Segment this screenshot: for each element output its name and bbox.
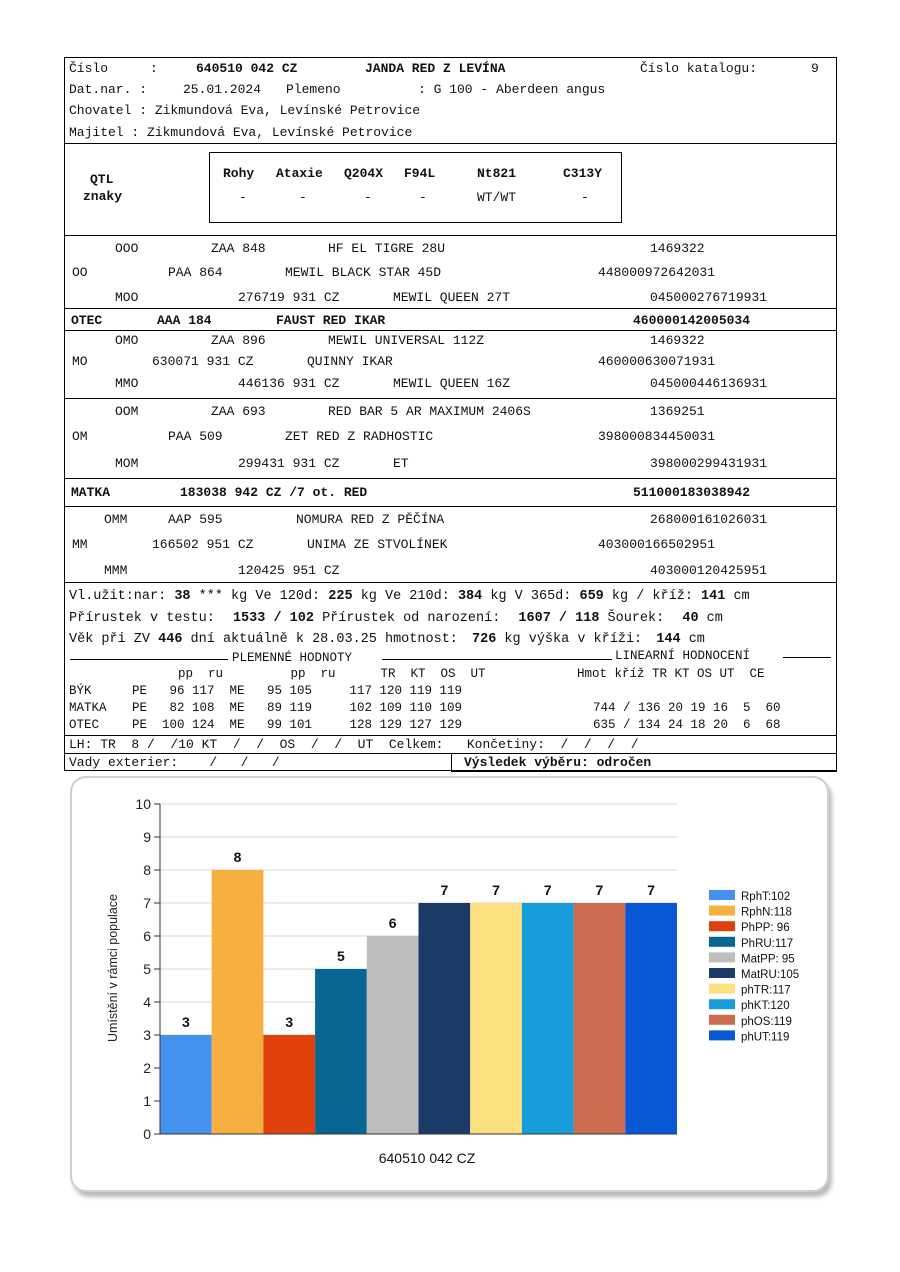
bar-MatRU: [419, 903, 471, 1134]
ped-mo-reg: 630071 931 CZ: [152, 354, 254, 369]
bar-MatPP: [367, 936, 419, 1134]
bar-value-label: 7: [440, 882, 449, 898]
ped-moo-code: MOO: [115, 290, 139, 305]
ped-omo-name: MEWIL UNIVERSAL 112Z: [328, 333, 485, 348]
perf-text: kg Ve 210d:: [360, 589, 450, 604]
qtl-val-q204x: -: [364, 190, 372, 205]
ped-mm-code: MM: [72, 537, 88, 552]
ped-ooo-name: HF EL TIGRE 28U: [328, 241, 446, 256]
majitel-line: Majitel : Zikmundová Eva, Levínské Petrovice: [69, 125, 413, 140]
ped-mmm-id: 403000120425951: [650, 563, 768, 578]
ped-om-id: 398000834450031: [598, 429, 716, 444]
datnar-value: 25.01.2024: [183, 82, 262, 97]
ped-omm-name: NOMURA RED Z PĚČÍNA: [296, 512, 445, 527]
plemenne-hodnoty-title: PLEMENNÉ HODNOTY: [232, 651, 353, 665]
ped-omo-id: 1469322: [650, 333, 705, 348]
legend-swatch: [709, 937, 735, 947]
legend-entry: PhPP: 96: [741, 922, 790, 935]
qtl-col-ataxie: Ataxie: [276, 166, 323, 181]
ped-mom-code: MOM: [115, 456, 139, 471]
chovatel-line: Chovatel : Zikmundová Eva, Levínské Petrovice: [69, 103, 421, 118]
perf-text: kg výška v kříži:: [504, 632, 643, 647]
qtl-val-rohy: -: [239, 190, 247, 205]
breeding-header-left: pp ru pp ru TR KT OS UT: [178, 667, 486, 681]
bar-PhRU: [315, 969, 367, 1134]
plemeno-value: : G 100 - Aberdeen angus: [418, 82, 606, 97]
ped-mmm-code: MMM: [104, 563, 128, 578]
legend-entry: phUT:119: [741, 1031, 790, 1044]
legend-entry: MatRU:105: [741, 969, 800, 981]
perf-text: cm: [733, 589, 750, 604]
qtl-val-f94l: -: [419, 190, 427, 205]
ped-oom-code: OOM: [115, 404, 139, 419]
bar-phKT: [522, 903, 574, 1134]
ped-mom-reg: 299431 931 CZ: [238, 456, 340, 471]
perf-value: 40: [682, 611, 699, 626]
ped-mo-id: 460000630071931: [598, 354, 716, 369]
ped-mmo-id: 045000446136931: [650, 376, 768, 391]
ped-mom-id: 398000299431931: [650, 456, 768, 471]
x-axis-label: 640510 042 CZ: [378, 1150, 476, 1166]
legend-entry: PhRU:117: [741, 937, 794, 950]
ped-mo-name: QUINNY IKAR: [307, 354, 393, 369]
y-tick-label: 7: [143, 895, 151, 911]
bar-RphT: [160, 1035, 212, 1134]
ped-otec-name: FAUST RED IKAR: [276, 313, 386, 328]
bar-value-label: 6: [388, 915, 397, 931]
breeding-row-values: PE 82 108 ME 89 119 102 109 110 109: [132, 701, 463, 715]
qtl-col-nt821: Nt821: [477, 166, 517, 181]
qtl-val-nt821: WT/WT: [477, 190, 517, 205]
perf-text: cm: [688, 632, 705, 647]
ped-ooo-reg: ZAA 848: [211, 241, 266, 256]
datnar-label: Dat.nar. :: [69, 82, 148, 97]
bar-value-label: 7: [647, 882, 656, 898]
legend-swatch: [709, 999, 735, 1009]
qtl-col-q204x: Q204X: [344, 166, 384, 181]
ped-oo-code: OO: [72, 265, 88, 280]
ped-om-name: ZET RED Z RADHOSTIC: [285, 429, 434, 444]
legend-swatch: [709, 1015, 735, 1025]
lh-line: LH: TR 8 / /10 KT / / OS / / UT Celkem: Končetiny: / / / /: [69, 737, 639, 752]
vysledek-vyberu: Výsledek výběru: odročen: [464, 755, 652, 770]
ped-ooo-id: 1469322: [650, 241, 705, 256]
breeding-row-label: MATKA: [69, 701, 107, 715]
legend-swatch: [709, 968, 735, 978]
katalog-label: Číslo katalogu:: [640, 61, 758, 76]
ped-mmo-reg: 446136 931 CZ: [238, 376, 340, 391]
legend-swatch: [709, 890, 735, 900]
y-tick-label: 4: [143, 994, 151, 1010]
legend-entry: RphN:118: [741, 906, 792, 919]
y-tick-label: 10: [135, 796, 151, 812]
ped-mm-id: 403000166502951: [598, 537, 716, 552]
y-tick-label: 6: [143, 928, 151, 944]
qtl-val-ataxie: -: [299, 190, 307, 205]
linearni-hodnoceni-title: LINEARNÍ HODNOCENÍ: [615, 649, 751, 663]
perf-value: 1607 / 118: [518, 611, 600, 626]
bar-value-label: 7: [543, 882, 552, 898]
ped-otec-code: OTEC: [71, 313, 103, 328]
ped-oom-reg: ZAA 693: [211, 404, 266, 419]
y-tick-label: 1: [143, 1093, 151, 1109]
bar-value-label: 7: [595, 882, 604, 898]
legend-swatch: [709, 1030, 735, 1040]
y-axis-label: Umístění v rámci populace: [106, 894, 120, 1042]
perf-value: 726: [472, 632, 497, 647]
breeding-row-values: PE 96 117 ME 95 105 117 120 119 119: [132, 684, 463, 698]
ped-om-code: OM: [72, 429, 88, 444]
ped-mmm-reg: 120425 951 CZ: [238, 563, 340, 578]
perf-text: Šourek:: [607, 611, 665, 626]
legend-entry: phOS:119: [741, 1015, 792, 1028]
perf-value: 141: [701, 589, 726, 604]
ped-mo-code: MO: [72, 354, 88, 369]
ped-oom-name: RED BAR 5 AR MAXIMUM 2406S: [328, 404, 531, 419]
perf-text: Věk při ZV: [69, 632, 151, 647]
ped-mom-name: ET: [393, 456, 409, 471]
y-tick-label: 9: [143, 829, 151, 845]
qtl-col-rohy: Rohy: [223, 166, 255, 181]
y-tick-label: 0: [143, 1126, 151, 1142]
perf-value: 144: [656, 632, 681, 647]
bar-value-label: 8: [233, 849, 242, 865]
bar-value-label: 3: [285, 1014, 294, 1030]
legend-swatch: [709, 921, 735, 931]
ped-omo-code: OMO: [115, 333, 139, 348]
cislo-value: 640510 042 CZ: [196, 61, 298, 76]
qtl-val-c313y: -: [581, 190, 589, 205]
ped-ooo-code: OOO: [115, 241, 139, 256]
katalog-value: 9: [811, 61, 819, 76]
ped-mm-name: UNIMA ZE STVOLÍNEK: [307, 537, 448, 552]
legend-entry: phKT:120: [741, 1000, 790, 1013]
ped-omm-id: 268000161026031: [650, 512, 768, 527]
qtl-col-c313y: C313Y: [563, 166, 603, 181]
ped-moo-id: 045000276719931: [650, 290, 768, 305]
bar-phTR: [470, 903, 522, 1134]
legend-entry: MatPP: 95: [741, 953, 795, 966]
ped-moo-reg: 276719 931 CZ: [238, 290, 340, 305]
perf-text: *** kg Ve 120d:: [198, 589, 321, 604]
ped-matka-reg: 183038 942 CZ /7 ot. RED: [180, 485, 368, 500]
ped-oom-id: 1369251: [650, 404, 705, 419]
perf-value: 384: [457, 589, 483, 604]
animal-name: JANDA RED Z LEVÍNA: [365, 61, 506, 76]
perf-text: kg / kříž:: [611, 589, 693, 604]
breeding-header-right: Hmot kříž TR KT OS UT CE: [577, 667, 765, 681]
perf-value: 446: [158, 632, 183, 647]
bar-value-label: 7: [492, 882, 500, 898]
bar-RphN: [212, 870, 264, 1134]
ped-matka-id: 511000183038942: [633, 485, 751, 500]
perf-value: 38: [174, 589, 191, 604]
linear-row-values: 744 / 136 20 19 16 5 60: [593, 701, 781, 715]
ped-om-reg: PAA 509: [168, 429, 223, 444]
qtl-label: QTL: [90, 172, 114, 187]
legend-swatch: [709, 906, 735, 916]
ped-omm-reg: AAP 595: [168, 512, 223, 527]
qtl-col-f94l: F94L: [404, 166, 436, 181]
bar-phUT: [625, 903, 677, 1134]
legend-entry: phTR:117: [741, 984, 791, 997]
ped-omm-code: OMM: [104, 512, 128, 527]
ped-oo-id: 448000972642031: [598, 265, 716, 280]
bar-value-label: 3: [181, 1014, 190, 1030]
y-tick-label: 3: [143, 1027, 151, 1043]
ped-oo-name: MEWIL BLACK STAR 45D: [285, 265, 442, 280]
bar-PhPP: [263, 1035, 315, 1134]
cislo-colon: :: [150, 61, 158, 76]
ped-otec-reg: AAA 184: [157, 313, 212, 328]
perf-text: cm: [706, 611, 723, 626]
breeding-row-label: BÝK: [69, 684, 92, 698]
perf-text: kg V 365d:: [490, 589, 572, 604]
linear-row-values: 635 / 134 24 18 20 6 68: [593, 718, 781, 732]
perf-value: 1533 / 102: [232, 611, 314, 626]
cislo-label: Číslo: [69, 61, 109, 76]
ped-mmo-code: MMO: [115, 376, 139, 391]
ped-omo-reg: ZAA 896: [211, 333, 266, 348]
breeding-row-label: OTEC: [69, 718, 100, 732]
vady-exterier: Vady exterier: / / /: [69, 755, 280, 770]
ped-matka-code: MATKA: [71, 485, 111, 500]
y-tick-label: 8: [143, 862, 151, 878]
legend-entry: RphT:102: [741, 891, 791, 903]
qtl-label-znaky: znaky: [83, 189, 123, 204]
perf-text: Přírustek od narození:: [322, 611, 501, 626]
ped-otec-id: 460000142005034: [633, 313, 751, 328]
plemeno-label: Plemeno: [286, 82, 341, 97]
perf-text: Vl.užit:nar:: [69, 589, 167, 604]
perf-value: 225: [328, 589, 353, 604]
ped-mm-reg: 166502 951 CZ: [152, 537, 254, 552]
bar-phOS: [574, 903, 626, 1134]
ped-oo-reg: PAA 864: [168, 265, 223, 280]
bar-value-label: 5: [337, 948, 345, 964]
y-tick-label: 2: [143, 1060, 151, 1076]
ped-mmo-name: MEWIL QUEEN 16Z: [393, 376, 511, 391]
perf-text: Přírustek v testu:: [69, 611, 215, 626]
perf-value: 659: [579, 589, 604, 604]
y-tick-label: 5: [143, 961, 151, 977]
legend-swatch: [709, 984, 735, 994]
ped-moo-name: MEWIL QUEEN 27T: [393, 290, 511, 305]
perf-text: dní aktuálně k 28.03.25 hmotnost:: [190, 632, 458, 647]
legend-swatch: [709, 952, 735, 962]
breeding-row-values: PE 100 124 ME 99 101 128 129 127 129: [132, 718, 463, 732]
